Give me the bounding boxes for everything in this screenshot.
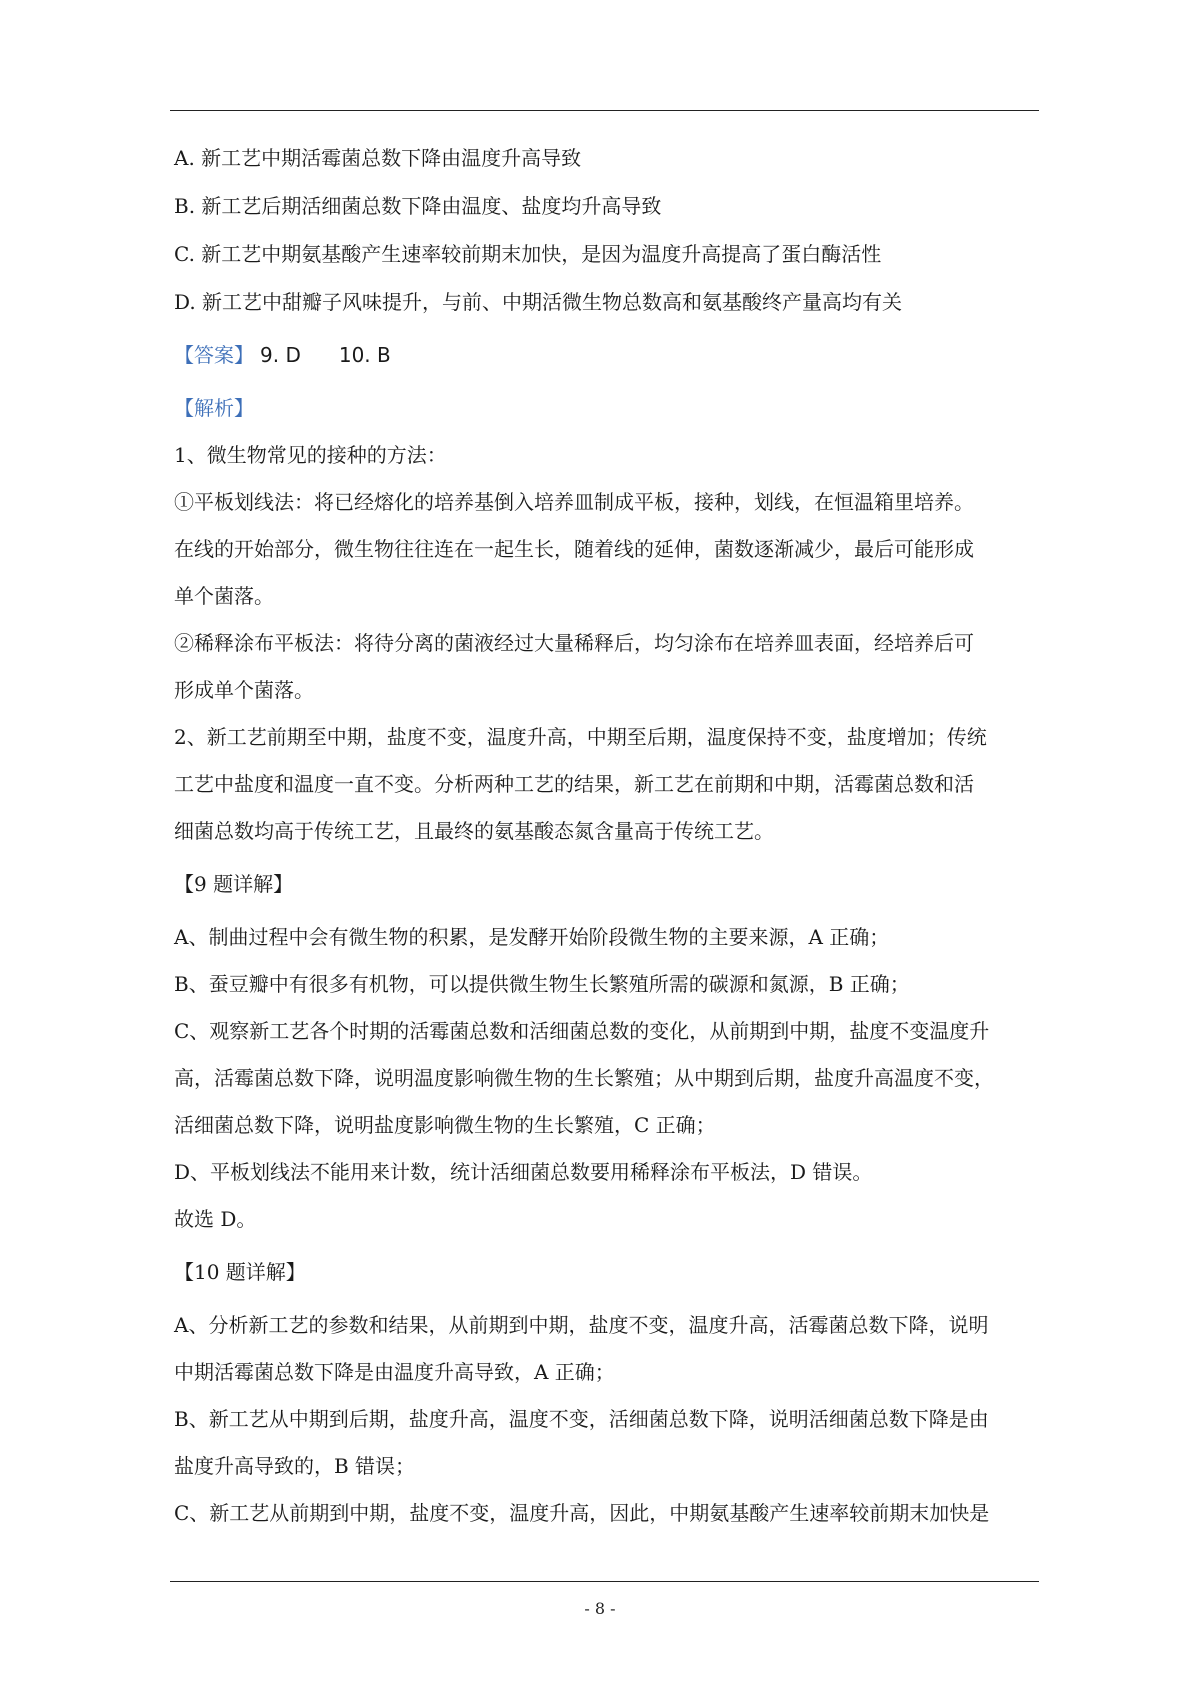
answer-value-9: 9. D xyxy=(260,343,301,367)
q10-line: 盐度升高导致的，B 错误； xyxy=(174,1454,416,1478)
q9-line: 高，活霉菌总数下降，说明温度影响微生物的生长繁殖；从中期到后期，盐度升高温度不变， xyxy=(174,1066,994,1090)
q10-line: C、新工艺从前期到中期，盐度不变，温度升高，因此，中期氨基酸产生速率较前期末加快是 xyxy=(174,1501,990,1525)
q9-line: A、制曲过程中会有微生物的积累，是发酵开始阶段微生物的主要来源，A 正确； xyxy=(174,925,890,949)
analysis-line: ②稀释涂布平板法：将待分离的菌液经过大量稀释后，均匀涂布在培养皿表面，经培养后可 xyxy=(174,631,974,655)
analysis-line: 在线的开始部分，微生物往往连在一起生长，随着线的延伸，菌数逐渐减少，最后可能形成 xyxy=(174,537,974,561)
q9-line: D、平板划线法不能用来计数，统计活细菌总数要用稀释涂布平板法，D 错误。 xyxy=(174,1160,873,1184)
q9-line: C、观察新工艺各个时期的活霉菌总数和活细菌总数的变化，从前期到中期，盐度不变温度升 xyxy=(174,1019,990,1043)
analysis-line: 2、新工艺前期至中期，盐度不变，温度升高，中期至后期，温度保持不变，盐度增加；传统 xyxy=(174,725,987,749)
analysis-line: 1、微生物常见的接种的方法： xyxy=(174,443,447,467)
page-content xyxy=(174,145,1040,1527)
q9-line: 故选 D。 xyxy=(174,1207,257,1231)
answer-label: 【答案】 xyxy=(174,343,254,367)
analysis-line: 细菌总数均高于传统工艺，且最终的氨基酸态氮含量高于传统工艺。 xyxy=(174,819,774,843)
analysis-line: 工艺中盐度和温度一直不变。分析两种工艺的结果，新工艺在前期和中期，活霉菌总数和活 xyxy=(174,772,974,796)
analysis-line: ①平板划线法：将已经熔化的培养基倒入培养皿制成平板，接种，划线，在恒温箱里培养。 xyxy=(174,490,974,514)
option-c: C. 新工艺中期氨基酸产生速率较前期末加快，是因为温度升高提高了蛋白酶活性 xyxy=(174,242,882,266)
answer-line xyxy=(174,342,1040,369)
option-a: A. 新工艺中期活霉菌总数下降由温度升高导致 xyxy=(174,146,582,170)
answer-value-10: 10. B xyxy=(338,343,391,367)
footer-rule xyxy=(170,1581,1039,1582)
q10-line: A、分析新工艺的参数和结果，从前期到中期，盐度不变，温度升高，活霉菌总数下降，说明 xyxy=(174,1313,989,1337)
option-b: B. 新工艺后期活细菌总数下降由温度、盐度均升高导致 xyxy=(174,194,662,218)
q10-line: B、新工艺从中期到后期，盐度升高，温度不变，活细菌总数下降，说明活细菌总数下降是由 xyxy=(174,1407,989,1431)
page-number: - 8 - xyxy=(584,1599,616,1618)
q10-title: 【10 题详解】 xyxy=(174,1260,306,1284)
analysis-line: 单个菌落。 xyxy=(174,584,274,608)
q10-line: 中期活霉菌总数下降是由温度升高导致，A 正确； xyxy=(174,1360,615,1384)
q9-line: B、蚕豆瓣中有很多有机物，可以提供微生物生长繁殖所需的碳源和氮源，B 正确； xyxy=(174,972,910,996)
header-rule xyxy=(170,110,1039,111)
analysis-label: 【解析】 xyxy=(174,396,254,420)
q9-title: 【9 题详解】 xyxy=(174,872,294,896)
analysis-line: 形成单个菌落。 xyxy=(174,678,314,702)
q9-line: 活细菌总数下降，说明盐度影响微生物的生长繁殖，C 正确； xyxy=(174,1113,716,1137)
option-d: D. 新工艺中甜瓣子风味提升，与前、中期活微生物总数高和氨基酸终产量高均有关 xyxy=(174,290,903,314)
